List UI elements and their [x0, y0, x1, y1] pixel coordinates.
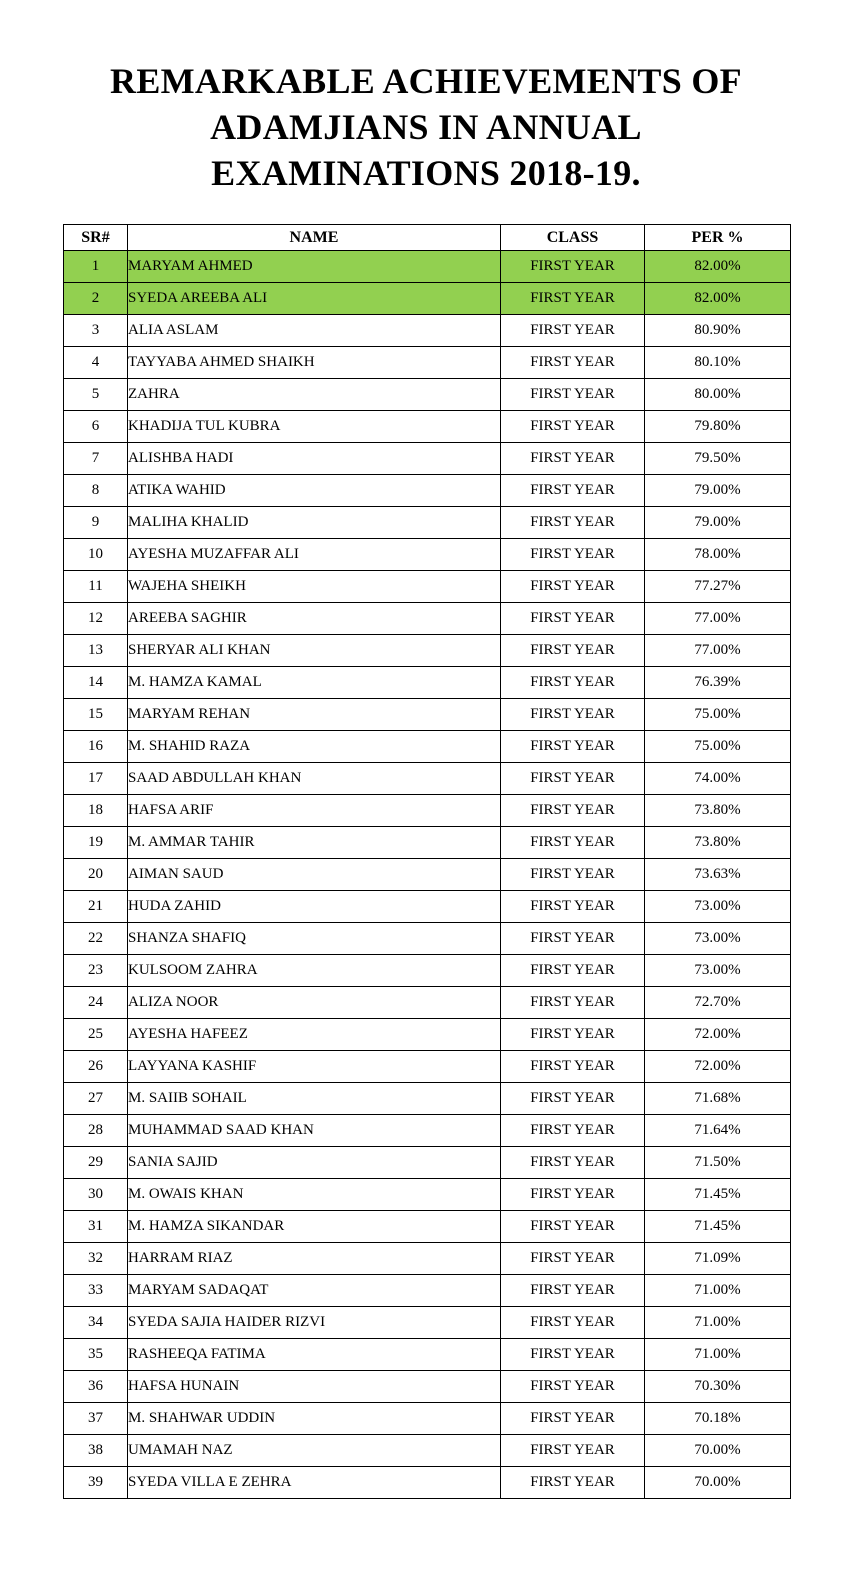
table-row [64, 923, 791, 955]
name-cell: SAAD ABDULLAH KHAN [128, 763, 501, 795]
percentage-cell: 73.80% [645, 795, 791, 827]
sr-cell: 33 [64, 1275, 128, 1307]
class-cell: FIRST YEAR [501, 1307, 645, 1339]
table-row [64, 987, 791, 1019]
percentage-cell: 72.70% [645, 987, 791, 1019]
class-cell: FIRST YEAR [501, 539, 645, 571]
name-cell: M. AMMAR TAHIR [128, 827, 501, 859]
name-cell: SANIA SAJID [128, 1147, 501, 1179]
name-cell: HUDA ZAHID [128, 891, 501, 923]
name-cell: ALIZA NOOR [128, 987, 501, 1019]
percentage-cell: 71.64% [645, 1115, 791, 1147]
class-cell: FIRST YEAR [501, 731, 645, 763]
sr-cell: 9 [64, 507, 128, 539]
table-row [64, 795, 791, 827]
class-cell: FIRST YEAR [501, 1083, 645, 1115]
class-cell: FIRST YEAR [501, 859, 645, 891]
table-row [64, 443, 791, 475]
class-cell: FIRST YEAR [501, 1371, 645, 1403]
name-cell: TAYYABA AHMED SHAIKH [128, 347, 501, 379]
percentage-cell: 75.00% [645, 699, 791, 731]
class-cell: FIRST YEAR [501, 699, 645, 731]
class-cell: FIRST YEAR [501, 1147, 645, 1179]
table-row [64, 1179, 791, 1211]
title-line-3: EXAMINATIONS 2018-19. [211, 153, 641, 193]
name-cell: SYEDA SAJIA HAIDER RIZVI [128, 1307, 501, 1339]
table-row [64, 1051, 791, 1083]
sr-cell: 1 [64, 251, 128, 283]
class-cell: FIRST YEAR [501, 347, 645, 379]
name-cell: SHANZA SHAFIQ [128, 923, 501, 955]
name-cell: M. SHAHWAR UDDIN [128, 1403, 501, 1435]
percentage-cell: 79.50% [645, 443, 791, 475]
table-row [64, 603, 791, 635]
name-cell: HAFSA ARIF [128, 795, 501, 827]
class-cell: FIRST YEAR [501, 891, 645, 923]
class-cell: FIRST YEAR [501, 1339, 645, 1371]
percentage-cell: 78.00% [645, 539, 791, 571]
class-cell: FIRST YEAR [501, 1115, 645, 1147]
table-row [64, 699, 791, 731]
class-cell: FIRST YEAR [501, 795, 645, 827]
percentage-cell: 71.00% [645, 1307, 791, 1339]
sr-cell: 6 [64, 411, 128, 443]
class-cell: FIRST YEAR [501, 379, 645, 411]
table-row [64, 251, 791, 283]
table-row [64, 667, 791, 699]
class-cell: FIRST YEAR [501, 923, 645, 955]
results-table [63, 224, 791, 1499]
header-name: NAME [128, 225, 501, 251]
table-row [64, 1371, 791, 1403]
name-cell: M. HAMZA KAMAL [128, 667, 501, 699]
class-cell: FIRST YEAR [501, 1435, 645, 1467]
table-row [64, 891, 791, 923]
class-cell: FIRST YEAR [501, 1051, 645, 1083]
name-cell: HAFSA HUNAIN [128, 1371, 501, 1403]
table-row [64, 475, 791, 507]
sr-cell: 19 [64, 827, 128, 859]
sr-cell: 24 [64, 987, 128, 1019]
class-cell: FIRST YEAR [501, 1403, 645, 1435]
name-cell: M. HAMZA SIKANDAR [128, 1211, 501, 1243]
class-cell: FIRST YEAR [501, 443, 645, 475]
sr-cell: 38 [64, 1435, 128, 1467]
class-cell: FIRST YEAR [501, 827, 645, 859]
name-cell: MARYAM REHAN [128, 699, 501, 731]
class-cell: FIRST YEAR [501, 955, 645, 987]
sr-cell: 18 [64, 795, 128, 827]
percentage-cell: 70.18% [645, 1403, 791, 1435]
class-cell: FIRST YEAR [501, 283, 645, 315]
table-body [64, 251, 791, 1499]
table-row [64, 1147, 791, 1179]
name-cell: KULSOOM ZAHRA [128, 955, 501, 987]
class-cell: FIRST YEAR [501, 603, 645, 635]
sr-cell: 16 [64, 731, 128, 763]
sr-cell: 23 [64, 955, 128, 987]
percentage-cell: 76.39% [645, 667, 791, 699]
percentage-cell: 70.30% [645, 1371, 791, 1403]
name-cell: M. SAIIB SOHAIL [128, 1083, 501, 1115]
class-cell: FIRST YEAR [501, 315, 645, 347]
sr-cell: 15 [64, 699, 128, 731]
sr-cell: 2 [64, 283, 128, 315]
table-row [64, 1435, 791, 1467]
sr-cell: 35 [64, 1339, 128, 1371]
class-cell: FIRST YEAR [501, 1275, 645, 1307]
percentage-cell: 77.27% [645, 571, 791, 603]
title-line-1: REMARKABLE ACHIEVEMENTS OF [110, 61, 742, 101]
class-cell: FIRST YEAR [501, 667, 645, 699]
percentage-cell: 79.80% [645, 411, 791, 443]
table-row [64, 1211, 791, 1243]
name-cell: MARYAM SADAQAT [128, 1275, 501, 1307]
table-row [64, 379, 791, 411]
sr-cell: 20 [64, 859, 128, 891]
table-row [64, 571, 791, 603]
table-row [64, 1307, 791, 1339]
class-cell: FIRST YEAR [501, 1243, 645, 1275]
sr-cell: 11 [64, 571, 128, 603]
name-cell: ALISHBA HADI [128, 443, 501, 475]
percentage-cell: 73.00% [645, 955, 791, 987]
name-cell: MARYAM AHMED [128, 251, 501, 283]
class-cell: FIRST YEAR [501, 1179, 645, 1211]
class-cell: FIRST YEAR [501, 411, 645, 443]
sr-cell: 10 [64, 539, 128, 571]
percentage-cell: 73.00% [645, 891, 791, 923]
class-cell: FIRST YEAR [501, 1467, 645, 1499]
table-row [64, 1115, 791, 1147]
table-row [64, 539, 791, 571]
sr-cell: 39 [64, 1467, 128, 1499]
table-header-row [64, 225, 791, 251]
percentage-cell: 71.45% [645, 1211, 791, 1243]
class-cell: FIRST YEAR [501, 987, 645, 1019]
class-cell: FIRST YEAR [501, 475, 645, 507]
table-row [64, 1019, 791, 1051]
sr-cell: 3 [64, 315, 128, 347]
percentage-cell: 71.00% [645, 1339, 791, 1371]
name-cell: MALIHA KHALID [128, 507, 501, 539]
name-cell: AREEBA SAGHIR [128, 603, 501, 635]
table-row [64, 635, 791, 667]
table-row [64, 1467, 791, 1499]
percentage-cell: 70.00% [645, 1435, 791, 1467]
title-line-2: ADAMJIANS IN ANNUAL [210, 107, 642, 147]
table-row [64, 1339, 791, 1371]
sr-cell: 22 [64, 923, 128, 955]
sr-cell: 25 [64, 1019, 128, 1051]
name-cell: HARRAM RIAZ [128, 1243, 501, 1275]
table-row [64, 955, 791, 987]
sr-cell: 17 [64, 763, 128, 795]
name-cell: ZAHRA [128, 379, 501, 411]
class-cell: FIRST YEAR [501, 1211, 645, 1243]
sr-cell: 14 [64, 667, 128, 699]
class-cell: FIRST YEAR [501, 571, 645, 603]
name-cell: M. SHAHID RAZA [128, 731, 501, 763]
sr-cell: 29 [64, 1147, 128, 1179]
class-cell: FIRST YEAR [501, 507, 645, 539]
percentage-cell: 73.00% [645, 923, 791, 955]
table-row [64, 1243, 791, 1275]
percentage-cell: 71.68% [645, 1083, 791, 1115]
table-row [64, 283, 791, 315]
percentage-cell: 71.09% [645, 1243, 791, 1275]
percentage-cell: 72.00% [645, 1051, 791, 1083]
sr-cell: 36 [64, 1371, 128, 1403]
percentage-cell: 74.00% [645, 763, 791, 795]
percentage-cell: 77.00% [645, 635, 791, 667]
name-cell: LAYYANA KASHIF [128, 1051, 501, 1083]
percentage-cell: 70.00% [645, 1467, 791, 1499]
name-cell: ATIKA WAHID [128, 475, 501, 507]
table-row [64, 411, 791, 443]
sr-cell: 30 [64, 1179, 128, 1211]
table-row [64, 763, 791, 795]
table-row [64, 1083, 791, 1115]
sr-cell: 37 [64, 1403, 128, 1435]
percentage-cell: 71.45% [645, 1179, 791, 1211]
name-cell: SYEDA AREEBA ALI [128, 283, 501, 315]
table-row [64, 315, 791, 347]
sr-cell: 21 [64, 891, 128, 923]
table-row [64, 731, 791, 763]
sr-cell: 7 [64, 443, 128, 475]
table-row [64, 827, 791, 859]
name-cell: SHERYAR ALI KHAN [128, 635, 501, 667]
name-cell: AYESHA HAFEEZ [128, 1019, 501, 1051]
percentage-cell: 77.00% [645, 603, 791, 635]
sr-cell: 31 [64, 1211, 128, 1243]
sr-cell: 5 [64, 379, 128, 411]
sr-cell: 4 [64, 347, 128, 379]
name-cell: AIMAN SAUD [128, 859, 501, 891]
name-cell: KHADIJA TUL KUBRA [128, 411, 501, 443]
table-row [64, 859, 791, 891]
percentage-cell: 72.00% [645, 1019, 791, 1051]
percentage-cell: 79.00% [645, 475, 791, 507]
header-per: PER % [645, 225, 791, 251]
sr-cell: 34 [64, 1307, 128, 1339]
table-row [64, 1275, 791, 1307]
table-row [64, 1403, 791, 1435]
percentage-cell: 82.00% [645, 283, 791, 315]
document-title [0, 58, 852, 196]
percentage-cell: 73.63% [645, 859, 791, 891]
class-cell: FIRST YEAR [501, 1019, 645, 1051]
percentage-cell: 80.90% [645, 315, 791, 347]
name-cell: UMAMAH NAZ [128, 1435, 501, 1467]
name-cell: AYESHA MUZAFFAR ALI [128, 539, 501, 571]
class-cell: FIRST YEAR [501, 251, 645, 283]
percentage-cell: 80.10% [645, 347, 791, 379]
header-class: CLASS [501, 225, 645, 251]
table-row [64, 347, 791, 379]
name-cell: WAJEHA SHEIKH [128, 571, 501, 603]
sr-cell: 13 [64, 635, 128, 667]
header-sr: SR# [64, 225, 128, 251]
percentage-cell: 71.00% [645, 1275, 791, 1307]
name-cell: RASHEEQA FATIMA [128, 1339, 501, 1371]
percentage-cell: 80.00% [645, 379, 791, 411]
name-cell: ALIA ASLAM [128, 315, 501, 347]
class-cell: FIRST YEAR [501, 763, 645, 795]
percentage-cell: 82.00% [645, 251, 791, 283]
sr-cell: 26 [64, 1051, 128, 1083]
table-row [64, 507, 791, 539]
name-cell: M. OWAIS KHAN [128, 1179, 501, 1211]
sr-cell: 27 [64, 1083, 128, 1115]
sr-cell: 32 [64, 1243, 128, 1275]
percentage-cell: 71.50% [645, 1147, 791, 1179]
name-cell: MUHAMMAD SAAD KHAN [128, 1115, 501, 1147]
sr-cell: 12 [64, 603, 128, 635]
sr-cell: 8 [64, 475, 128, 507]
percentage-cell: 73.80% [645, 827, 791, 859]
percentage-cell: 79.00% [645, 507, 791, 539]
percentage-cell: 75.00% [645, 731, 791, 763]
class-cell: FIRST YEAR [501, 635, 645, 667]
name-cell: SYEDA VILLA E ZEHRA [128, 1467, 501, 1499]
sr-cell: 28 [64, 1115, 128, 1147]
